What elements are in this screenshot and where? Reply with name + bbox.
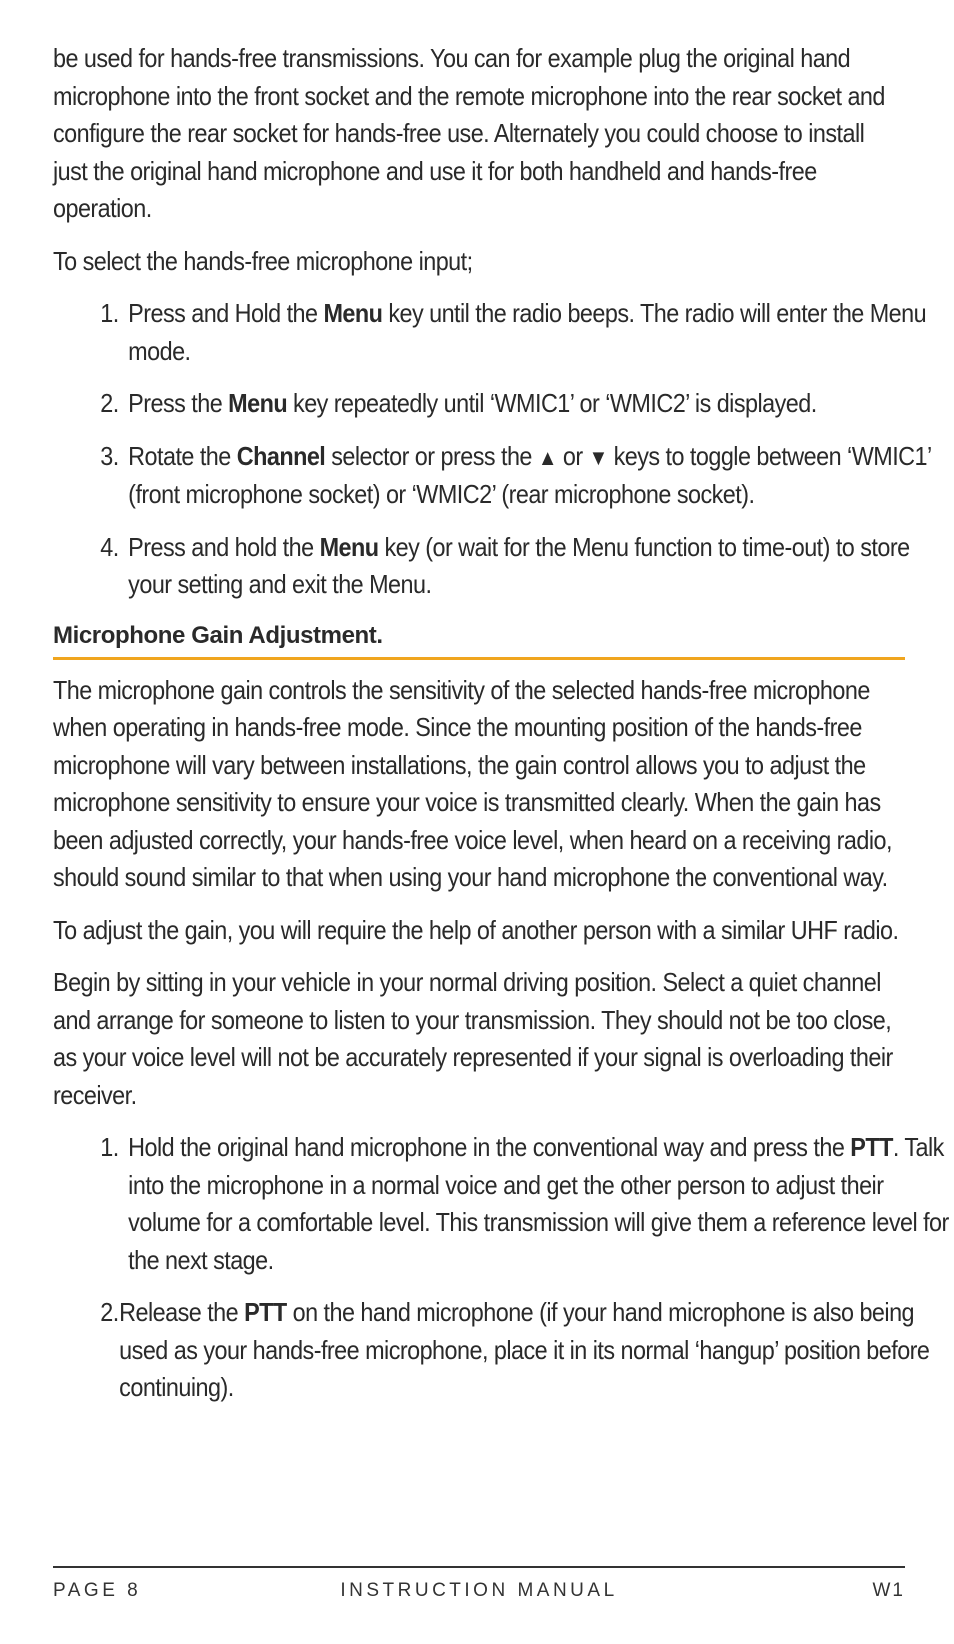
menu-key-label: Menu [228,388,288,418]
list-item: 2. Release the PTT on the hand microphone (if your hand microphone is also being used as your hands-free microphone, place it in its normal ‘hangup’ position before continuing). [100,1294,951,1407]
intro-lead-in: To select the hands-free microphone input; [53,245,473,276]
gain-steps-list [100,1129,951,1407]
ptt-label: PTT [244,1297,287,1327]
model-name: W1 [872,1580,905,1601]
step-number: 2. [100,388,119,418]
list-item: 1. Hold the original hand microphone in the conventional way and press the PTT. Talk into the microphone in a normal voice and get the other person to adjust their volume for a comfortable level. This transmission will give them a reference level for the next stage. [100,1129,951,1279]
page-footer [53,1580,905,1610]
page-number: PAGE 8 [53,1580,142,1601]
section-heading: Microphone Gain Adjustment. [53,619,905,660]
list-item: 4. Press and hold the Menu key (or wait for the Menu function to time-out) to store your setting and exit the Menu. [100,529,951,604]
step-number: 3. [100,440,119,471]
page-content [53,40,949,1422]
step-number: 4. [100,531,119,562]
up-arrow-icon: ▲ [537,444,557,470]
intro-paragraph: be used for hands-free transmissions. You can for example plug the original hand microphone into the front socket and the remote microphone into the rear socket and configure the rear socket for hands-free use. Alternately you could choose to install just the original hand microphone and use it for both handheld and hands-free operation. [53,43,885,223]
menu-key-label: Menu [323,298,383,328]
ptt-label: PTT [850,1132,893,1162]
menu-key-label: Menu [319,531,379,562]
channel-selector-label: Channel [236,440,326,471]
step-number: 1. [100,298,119,328]
manual-title: INSTRUCTION MANUAL [340,1580,618,1601]
step-number: 1. [100,1132,119,1162]
step-number: 2. [100,1297,119,1327]
list-item: 1. Press and Hold the Menu key until the radio beeps. The radio will enter the Menu mode. [100,295,951,370]
down-arrow-icon: ▼ [588,444,608,470]
footer-divider [53,1566,905,1568]
list-item: 3. Rotate the Channel selector or press the ▲ or ▼ keys to toggle between ‘WMIC1’ (front microphone socket) or ‘WMIC2’ (rear microphone socket). [100,438,951,514]
list-item: 2. Press the Menu key repeatedly until ‘WMIC1’ or ‘WMIC2’ is displayed. [100,385,951,423]
gain-paragraph: Begin by sitting in your vehicle in your normal driving position. Select a quiet channel and arrange for someone to listen to your transmission. They should not be too close, as your voice level will not be accurately represented if your signal is overloading their receiver. [53,967,893,1110]
gain-paragraph: The microphone gain controls the sensitivity of the selected hands-free microphone when operating in hands-free mode. Since the mounting position of the hands-free microphone will vary between installations, the gain control allows you to adjust the microphone sensitivity to ensure your voice is transmitted clearly. When the gain has been adjusted correctly, your hands-free voice level, when heard on a receiving radio, should sound similar to that when using your hand microphone the conventional way. [53,674,892,892]
select-steps-list [100,295,951,604]
gain-paragraph: To adjust the gain, you will require the help of another person with a similar UHF radio. [53,914,899,945]
